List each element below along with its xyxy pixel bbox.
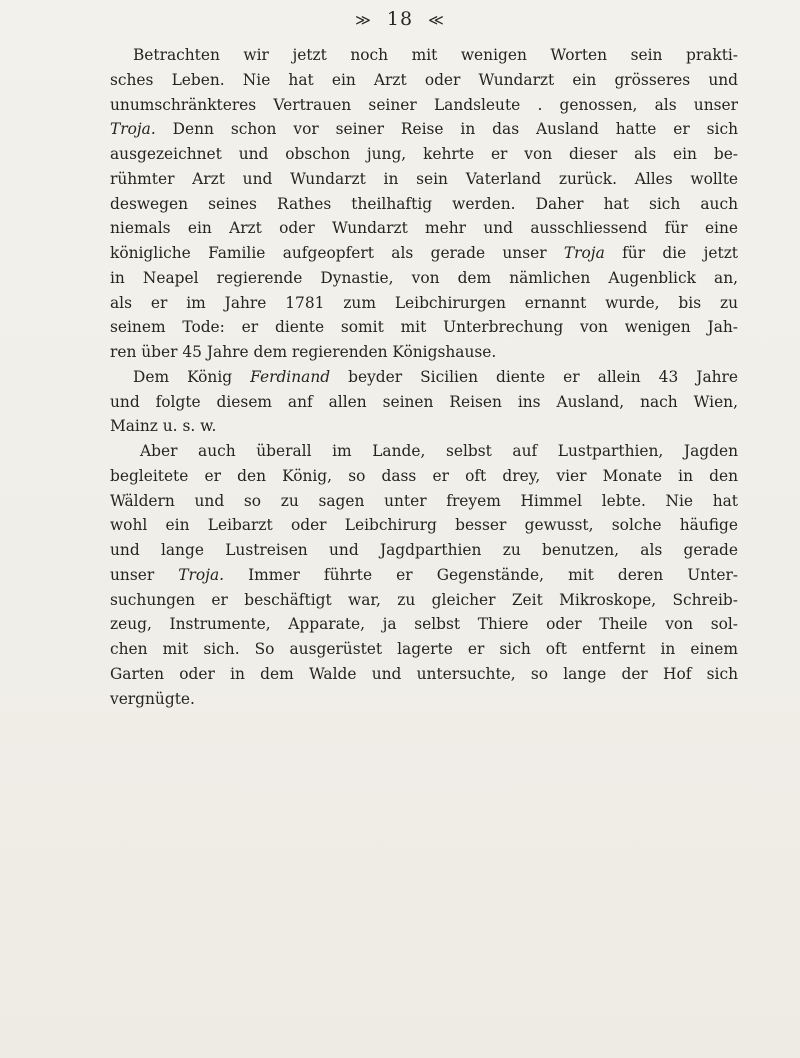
text-segment: Garten oder in dem Walde und untersuchte, so lange der Hof sich [110,664,738,683]
text-segment: niemals ein Arzt oder Wundarzt mehr und ausschliessend für eine [110,219,738,238]
text-line [110,662,738,687]
text-segment: wohl ein Leibarzt oder Leibchirurg besser gewusst, solche häufige [110,516,738,535]
text-segment: unumschränkteres Vertrauen seiner Landsleute . genossen, als unser [110,95,738,114]
text-segment: begleitete er den König, so dass er oft drey, vier Monate in den [110,466,738,485]
text-line [110,588,738,613]
text-line [110,365,738,390]
text-line [110,93,738,118]
text-segment: und lange Lustreisen und Jagdparthien zu benutzen, als gerade [110,541,738,559]
text-segment: deswegen seines Rathes theilhaftig werden. Daher hat sich auch [110,194,738,213]
text-line [110,538,738,563]
paragraph [110,439,738,711]
text-segment: Dem König [133,367,251,386]
paragraph [110,365,738,439]
text-line [110,192,738,217]
text-line [110,414,738,439]
text-line [110,612,738,637]
text-segment: ren über 45 Jahre dem regierenden Königshause. [110,343,497,361]
text-segment: Immer führte er Gegenstände, mit deren Unter- [224,565,738,584]
text-segment: in Neapel regierende Dynastie, von dem nämlichen Augenblick an, [110,268,738,287]
text-line [110,513,738,538]
text-line [110,43,738,68]
text-line [110,216,738,241]
text-segment: zeug, Instrumente, Apparate, ja selbst Thiere oder Theile von sol- [110,615,738,634]
text-segment: als er im Jahre 1781 zum Leibchirurgen ernannt wurde, bis zu [110,293,738,312]
text-segment: ausgezeichnet und obschon jung, kehrte er von dieser als ein be- [110,145,738,163]
text-line [110,340,738,365]
text-line [110,390,738,415]
text-segment: Denn schon vor seiner Reise in das Ausland hatte er sich [155,120,738,139]
italic-name: Troja. [178,565,225,584]
paragraph [110,43,738,365]
body-text [110,43,738,711]
text-line [110,291,738,316]
text-line [110,167,738,192]
italic-name: Troja. [110,120,156,139]
text-segment: Wäldern und so zu sagen unter freyem Himmel lebte. Nie hat [110,491,738,510]
text-segment: Betrachten wir jetzt noch mit wenigen Worten sein prakti- [133,46,738,64]
text-segment: sches Leben. Nie hat ein Arzt oder Wundarzt ein grösseres und [110,70,738,89]
text-segment: chen mit sich. So ausgerüstet lagerte er sich oft entfernt in einem [110,640,738,658]
left-ornament: ≫ [355,11,372,29]
page-number: 18 [386,8,414,30]
text-segment: suchungen er beschäftigt war, zu gleicher Zeit Mikroskope, Schreib- [110,590,738,609]
text-segment: Mainz u. s. w. [110,417,217,436]
text-line [110,563,738,588]
text-line [110,142,738,167]
text-line [110,117,738,142]
text-line [110,315,738,340]
text-line [110,637,738,662]
italic-name: Ferdinand [250,367,331,386]
text-segment: und folgte diesem anf allen seinen Reisen ins Ausland, nach Wien, [110,392,738,411]
text-segment: vergnügte. [110,689,195,708]
text-line [110,439,738,464]
text-line [110,266,738,291]
text-line [110,68,738,93]
text-segment: beyder Sicilien diente er allein 43 Jahre [330,367,738,386]
text-segment: Aber auch überall im Lande, selbst auf Lustparthien, Jagden [140,442,738,460]
text-segment: unser [110,565,179,584]
text-segment: königliche Familie aufgeopfert als gerade unser [110,244,564,262]
page-header [0,8,800,30]
text-segment: rühmter Arzt und Wundarzt in sein Vaterland zurück. Alles wollte [110,169,738,188]
text-line [110,464,738,489]
text-segment: für die jetzt [604,244,738,262]
text-line [110,241,738,266]
right-ornament: ≪ [428,11,445,29]
text-line [110,489,738,514]
text-segment: seinem Tode: er diente somit mit Unterbrechung von wenigen Jah- [110,318,738,337]
italic-name: Troja [563,244,605,262]
text-line [110,687,738,712]
